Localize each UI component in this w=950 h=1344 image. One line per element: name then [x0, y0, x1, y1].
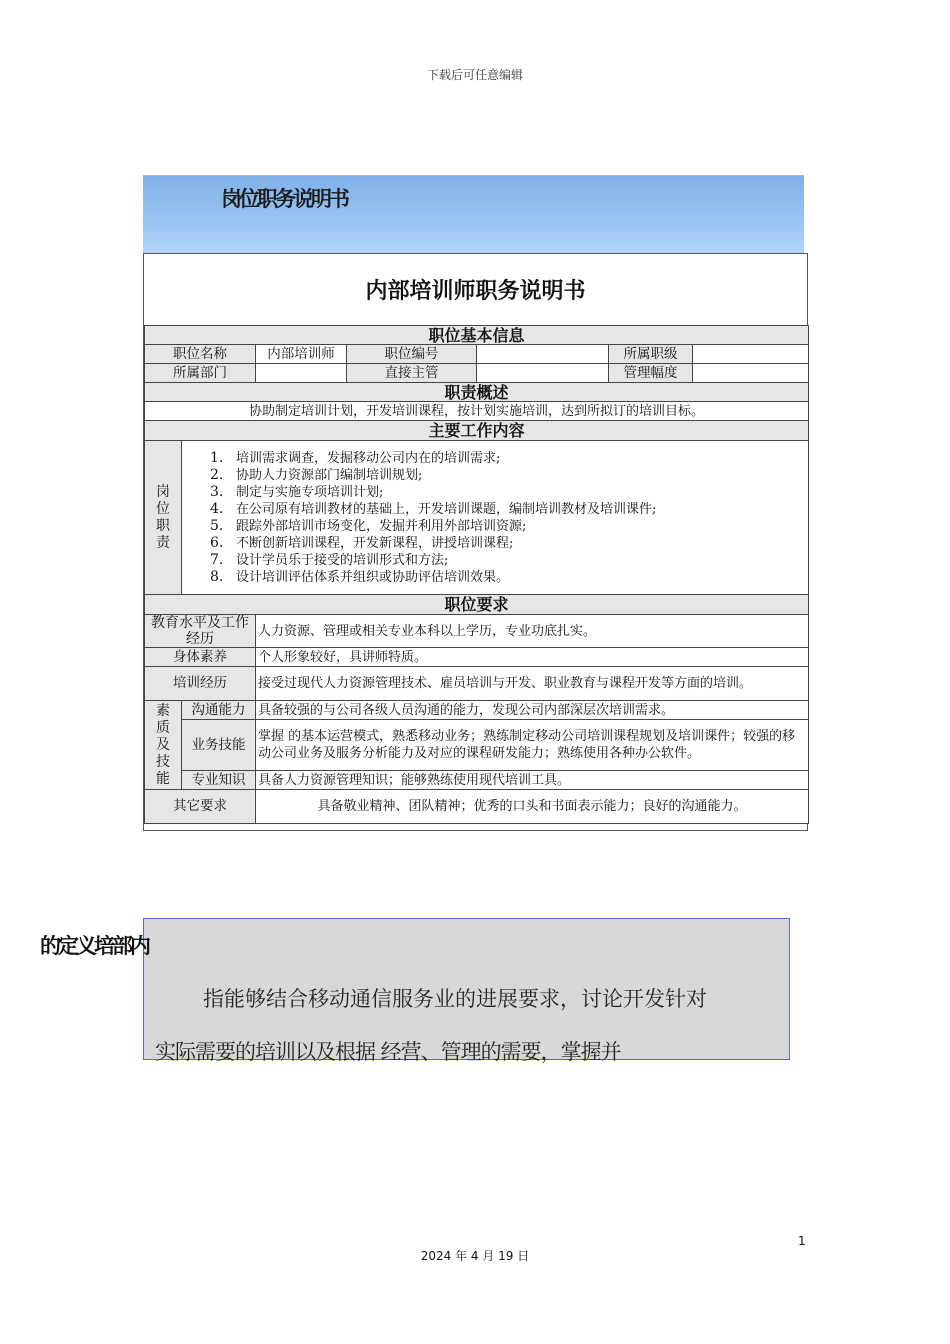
header-note: 下载后可任意编辑	[426, 68, 523, 82]
section-summary: 职责概述	[145, 383, 809, 402]
section-main-work: 主要工作内容	[145, 421, 809, 441]
position-name-label: 职位名称	[145, 345, 256, 364]
list-item: 2. 协助人力资源部门编制培训规划;	[210, 466, 423, 483]
duty-side-label: 岗 位 职 责	[145, 441, 182, 595]
department-value	[256, 364, 347, 383]
education-label: 教育水平及工作经历	[145, 615, 256, 648]
section-basic-info: 职位基本信息	[145, 326, 809, 345]
list-item: 8. 设计培训评估体系并组织或协助评估培训效果。	[210, 568, 510, 585]
list-item: 6. 不断创新培训课程，开发新课程，讲授培训课程;	[210, 534, 514, 551]
communication-value: 具备较强的与公司各级人员沟通的能力，发现公司内部深层次培训需求。	[256, 701, 809, 720]
other-label: 其它要求	[145, 790, 256, 824]
scope-value	[693, 364, 809, 383]
position-name-value: 内部培训师	[256, 345, 347, 364]
education-value: 人力资源、管理或相关专业本科以上学历，专业功底扎实。	[256, 615, 809, 648]
quality-side-label: 素 质 及 技 能	[145, 701, 182, 790]
physical-value: 个人形象较好，具讲师特质。	[256, 648, 809, 667]
definition-heading: 的定义培部内	[40, 934, 148, 958]
definition-line-2: 实际需要的培训以及根据 经营、管理的需要，掌握并	[155, 1040, 621, 1064]
list-item: 3. 制定与实施专项培训计划;	[210, 483, 384, 500]
section-requirements: 职位要求	[145, 595, 809, 615]
footer-date: 2024 年 4 月 19 日	[420, 1249, 530, 1263]
level-label: 所属职级	[609, 345, 693, 364]
list-item: 7. 设计学员乐于接受的培训形式和方法;	[210, 551, 449, 568]
physical-label: 身体素养	[145, 648, 256, 667]
banner-title: 岗位职务说明书	[221, 187, 347, 211]
document-title: 内部培训师职务说明书	[365, 279, 586, 304]
knowledge-label: 专业知识	[182, 771, 256, 790]
supervisor-value	[477, 364, 609, 383]
knowledge-value: 具备人力资源管理知识；能够熟练使用现代培训工具。	[256, 771, 809, 790]
level-value	[693, 345, 809, 364]
department-label: 所属部门	[145, 364, 256, 383]
scope-label: 管理幅度	[609, 364, 693, 383]
position-code-label: 职位编号	[347, 345, 477, 364]
list-item: 4. 在公司原有培训教材的基础上，开发培训课题，编制培训教材及培训课件;	[210, 500, 657, 517]
position-code-value	[477, 345, 609, 364]
training-value: 接受过现代人力资源管理技术、雇员培训与开发、职业教育与课程开发等方面的培训。	[256, 667, 809, 701]
duty-list	[182, 441, 809, 595]
list-item: 1. 培训需求调查，发掘移动公司内在的培训需求;	[210, 449, 501, 466]
business-label: 业务技能	[182, 720, 256, 771]
definition-line-1: 指能够结合移动通信服务业的进展要求，讨论开发针对	[203, 987, 707, 1011]
list-item: 5. 跟踪外部培训市场变化，发掘并利用外部培训资源;	[210, 517, 527, 534]
business-value: 掌握 的基本运营模式，熟悉移动业务；熟练制定移动公司培训课程规划及培训课件；较强的移动公司业务及服务分析能力及对应的课程研发能力；熟练使用各种办公软件。	[256, 720, 809, 771]
page-number: 1	[798, 1234, 806, 1248]
communication-label: 沟通能力	[182, 701, 256, 720]
other-value: 具备敬业精神、团队精神；优秀的口头和书面表示能力；良好的沟通能力。	[256, 790, 809, 824]
training-label: 培训经历	[145, 667, 256, 701]
summary-text: 协助制定培训计划，开发培训课程，按计划实施培训，达到所拟订的培训目标。	[145, 402, 809, 421]
supervisor-label: 直接主管	[347, 364, 477, 383]
job-description-table	[144, 325, 809, 824]
